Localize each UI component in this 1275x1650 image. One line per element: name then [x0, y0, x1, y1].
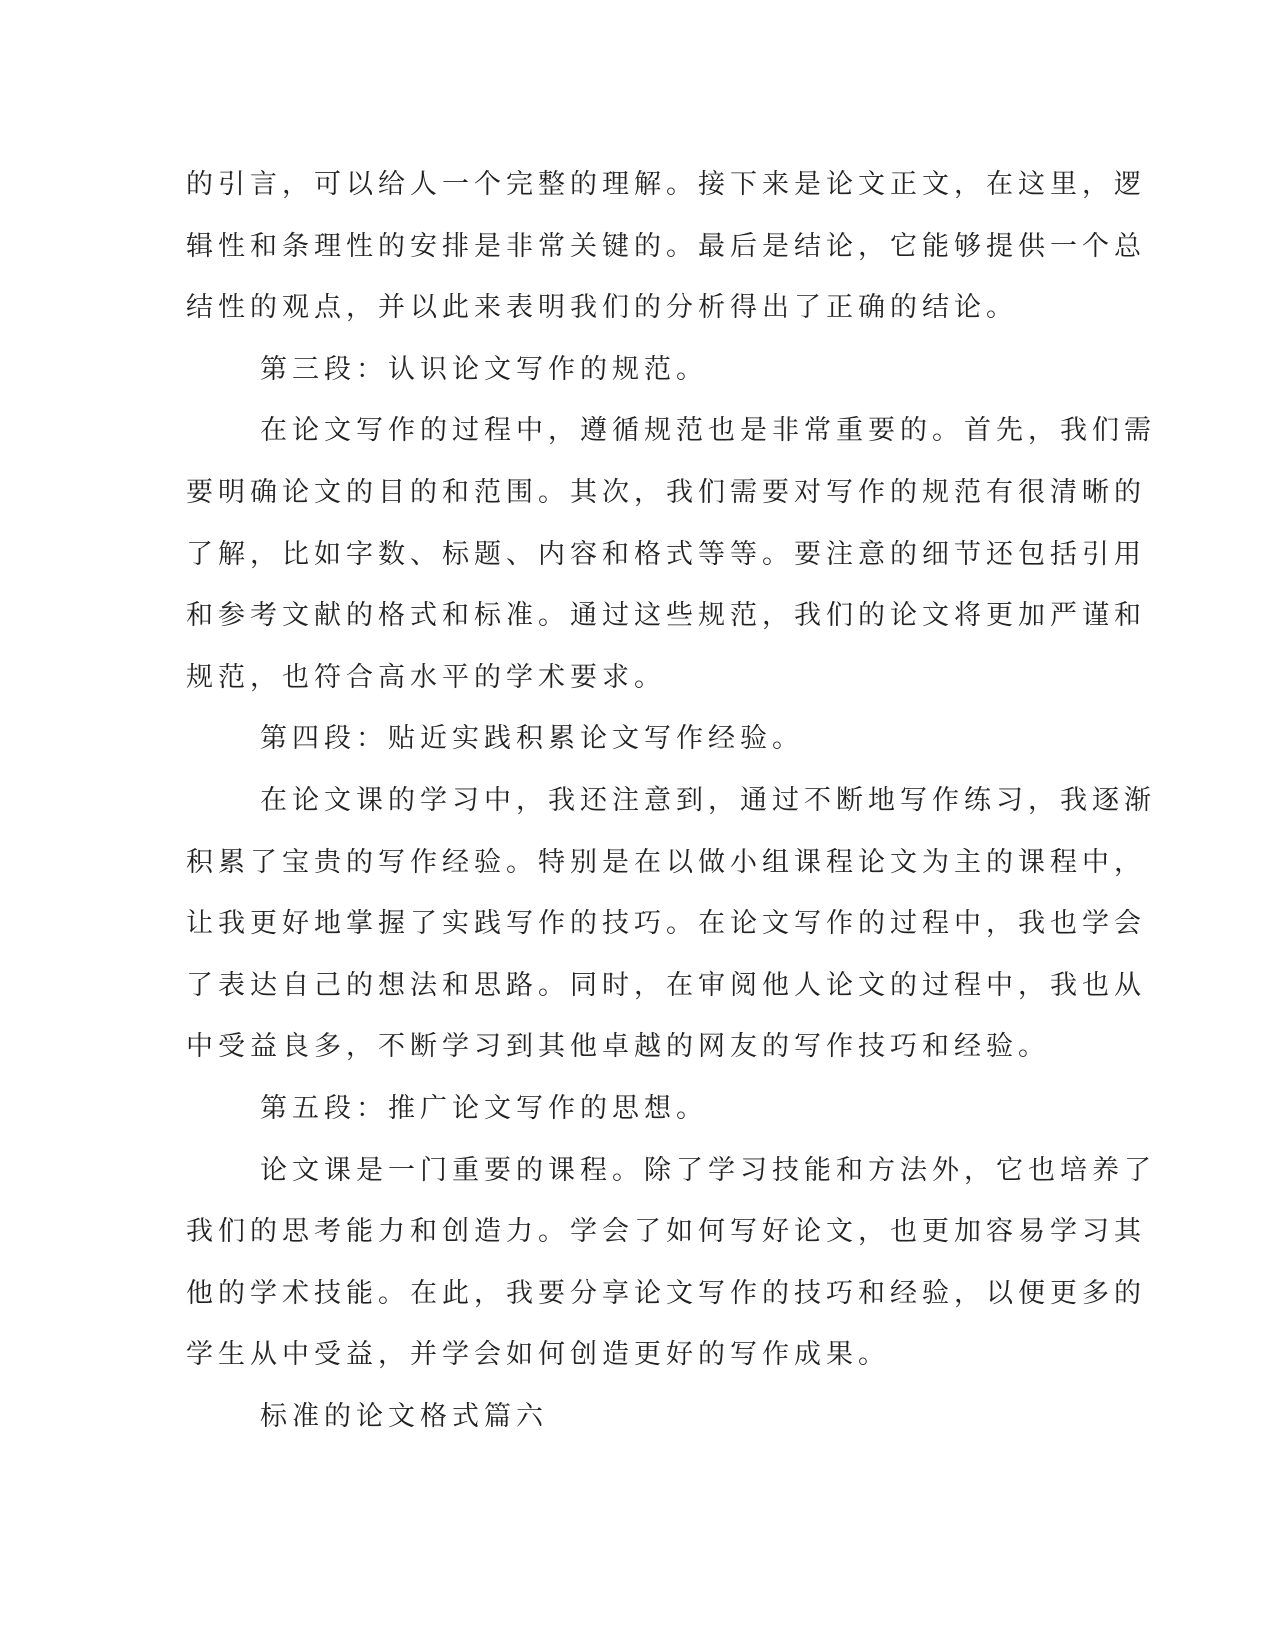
text-line: 让我更好地掌握了实践写作的技巧。在论文写作的过程中，我也学会 — [186, 908, 1146, 940]
article-title: 标准的论文格式篇六 — [260, 1400, 548, 1432]
section-heading-4: 第四段：贴近实践积累论文写作经验。 — [260, 723, 804, 755]
text-line: 结性的观点，并以此来表明我们的分析得出了正确的结论。 — [186, 292, 1018, 324]
text-line: 要明确论文的目的和范围。其次，我们需要对写作的规范有很清晰的 — [186, 476, 1146, 508]
text-line: 学生从中受益，并学会如何创造更好的写作成果。 — [186, 1339, 890, 1371]
text-line: 了表达自己的想法和思路。同时，在审阅他人论文的过程中，我也从 — [186, 969, 1146, 1001]
text-line: 的引言，可以给人一个完整的理解。接下来是论文正文，在这里，逻 — [186, 169, 1146, 200]
text-line: 论文课是一门重要的课程。除了学习技能和方法外，它也培养了 — [260, 1154, 1156, 1186]
text-line: 和参考文献的格式和标准。通过这些规范，我们的论文将更加严谨和 — [186, 600, 1146, 632]
text-line: 我们的思考能力和创造力。学会了如何写好论文，也更加容易学习其 — [186, 1216, 1146, 1248]
text-line: 积累了宝贵的写作经验。特别是在以做小组课程论文为主的课程中， — [186, 846, 1146, 878]
text-line: 中受益良多，不断学习到其他卓越的网友的写作技巧和经验。 — [186, 1031, 1050, 1063]
body-text — [186, 154, 1156, 1447]
text-line: 他的学术技能。在此，我要分享论文写作的技巧和经验，以便更多的 — [186, 1277, 1146, 1309]
section-heading-3: 第三段：认识论文写作的规范。 — [260, 353, 708, 385]
section-heading-5: 第五段：推广论文写作的思想。 — [260, 1092, 708, 1124]
text-line: 辑性和条理性的安排是非常关键的。最后是结论，它能够提供一个总 — [186, 230, 1146, 262]
text-line: 在论文写作的过程中，遵循规范也是非常重要的。首先，我们需 — [260, 415, 1156, 447]
text-line: 了解，比如字数、标题、内容和格式等等。要注意的细节还包括引用 — [186, 538, 1146, 570]
text-line: 规范，也符合高水平的学术要求。 — [186, 661, 666, 693]
text-line: 在论文课的学习中，我还注意到，通过不断地写作练习，我逐渐 — [260, 784, 1156, 816]
